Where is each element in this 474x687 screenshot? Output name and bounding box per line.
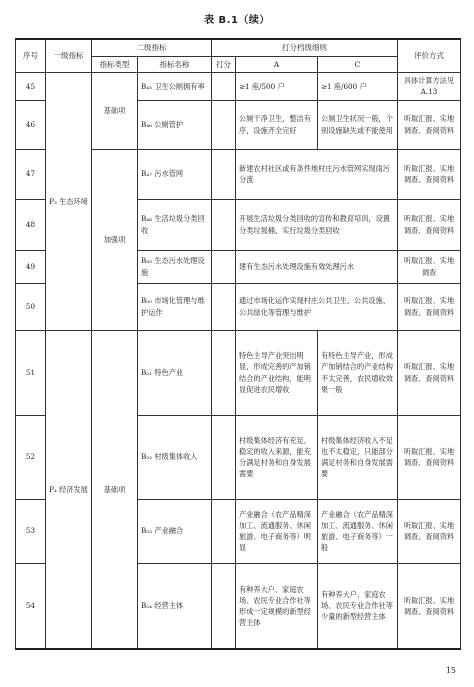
table-row [16,330,461,415]
grade-ac-cell: 通过市场化运作实现村庄公共卫生、公共设施、公共绿化等管理与维护 [236,283,398,330]
score-cell [212,283,236,330]
grade-a-cell: 产业融合（农产品精深加工、流通服务、休闲旅游、电子商务等）明显 [236,499,318,563]
indicator-name: B₄₈ 生活垃圾分类回收 [138,199,212,250]
grade-ac-cell: 开展生活垃圾分类回收的宣传和教育培训，设置分类垃圾桶，实行垃圾分类回收 [236,199,398,250]
header-level1: 一级指标 [46,39,92,73]
indicator-name: B₅₃ 产业融合 [138,499,212,563]
grade-ac-cell: 建有生态污水处理设施有效处理污水 [236,250,398,283]
score-cell [212,73,236,100]
grade-a-cell: 公厕干净卫生，整洁有序，设施齐全完好 [236,100,318,149]
level1-group-p4: P₄ 经济发展 [46,330,92,649]
indicator-name: B₅₄ 经营主体 [138,563,212,649]
table-title: 表 B.1（续） [204,15,270,26]
header-seq: 序号 [16,39,46,73]
method-cell: 听取汇报、实地调查、查阅资料 [398,499,461,563]
score-cell [212,415,236,499]
row-seq: 48 [16,199,46,250]
level1-group-p3: P₃ 生态环境 [46,73,92,330]
header-grade-c: C [318,56,398,73]
grade-ac-cell: 新建农村社区或有条件地村庄污水管网实现雨污分流 [236,149,398,199]
row-seq: 49 [16,250,46,283]
grade-a-cell: 村级集体经济有充足、稳定的收入来源，能充分满足村务和自身发展需要 [236,415,318,499]
method-cell: 听取汇报、实地调查、查阅资料 [398,330,461,415]
grade-c-cell: 有种养大户、家庭农场、农民专业合作社等少量的新型经营主体 [318,563,398,649]
grade-c-cell: 产业融合（农产品精深加工、流通服务、休闲旅游、电子商务等）一般 [318,499,398,563]
indicator-name: B₅₁ 特色产业 [138,330,212,415]
score-cell [212,100,236,149]
grade-a-cell: 有种养大户、家庭农场、农民专业合作社等形成一定规模的新型经营主体 [236,563,318,649]
indicator-name: B₄₇ 污水管网 [138,149,212,199]
type-group-basic: 基础项 [92,330,138,649]
score-cell [212,149,236,199]
indicator-name: B₄₉ 生态污水处理设施 [138,250,212,283]
grade-c-cell: 有特色主导产业，形成产加销结合的产业结构不太完善，农民增收效果一般 [318,330,398,415]
method-cell: 听取汇报、实地调查、查阅资料 [398,283,461,330]
row-seq: 50 [16,283,46,330]
type-group-basic: 基础项 [92,73,138,149]
evaluation-table [15,38,461,650]
method-cell: 听取汇报、实地调查 [398,250,461,283]
grade-a-cell: ≥1 座/500 户 [236,73,318,100]
indicator-name: B₄₅ 卫生公厕拥有率 [138,73,212,100]
header-level2: 二级指标 [92,39,212,56]
row-seq: 52 [16,415,46,499]
method-cell: 听取汇报、实地调查、查阅资料 [398,199,461,250]
method-cell: 听取汇报、实地调查、查阅资料 [398,100,461,149]
method-cell: 听取汇报、实地调查、查阅资料 [398,415,461,499]
method-cell: 听取汇报、实地调查、查阅资料 [398,563,461,649]
method-cell: 听取汇报、实地调查、查阅资料 [398,149,461,199]
grade-a-cell: 特色主导产业突出明显，形成完善的产加销结合的产业结构，能明显促进农民增收 [236,330,318,415]
method-cell: 具体计算方法见 A.13 [398,73,461,100]
indicator-name: B₅₀ 市场化管理与维护运作 [138,283,212,330]
row-seq: 45 [16,73,46,100]
row-seq: 46 [16,100,46,149]
row-seq: 53 [16,499,46,563]
score-cell [212,199,236,250]
row-seq: 47 [16,149,46,199]
header-level2-type: 指标类型 [92,56,138,73]
header-scoring: 打分档级细则 [212,39,398,56]
header-grade-a: A [236,56,318,73]
score-cell [212,499,236,563]
score-cell [212,330,236,415]
page-number: 15 [445,666,456,675]
score-cell [212,563,236,649]
grade-c-cell: 公厕卫生状况一般，个别设施缺失或不能使用 [318,100,398,149]
grade-c-cell: ≥1 座/600 户 [318,73,398,100]
row-seq: 51 [16,330,46,415]
table-row [16,73,461,100]
indicator-name: B₅₂ 村级集体收入 [138,415,212,499]
header-score: 打分 [212,56,236,73]
header-level2-name: 指标名称 [138,56,212,73]
score-cell [212,250,236,283]
row-seq: 54 [16,563,46,649]
header-method: 评价方式 [398,39,461,73]
type-group-bonus: 加强项 [92,149,138,330]
indicator-name: B₄₆ 公厕管护 [138,100,212,149]
grade-c-cell: 村级集体经济收入不足也不太稳定，只能部分满足村务和自身发展需要 [318,415,398,499]
